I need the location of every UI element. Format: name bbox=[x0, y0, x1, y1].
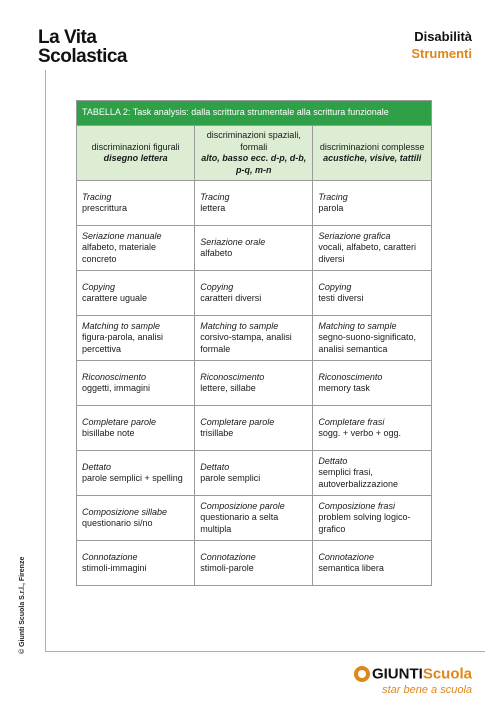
table-cell: Completare frasi sogg. + verbo + ogg. bbox=[313, 406, 432, 451]
table-cell: Matching to sample figura-parola, analisi percettiva bbox=[77, 316, 195, 361]
table-row bbox=[77, 361, 432, 406]
table-cell: Riconoscimento memory task bbox=[313, 361, 432, 406]
table-cell: Dettato parole semplici + spelling bbox=[77, 451, 195, 496]
table-cell: Seriazione orale alfabeto bbox=[195, 226, 313, 271]
table-cell: Matching to sample segno-suono-significato, analisi semantica bbox=[313, 316, 432, 361]
logo-text-scuola: Scuola bbox=[422, 665, 472, 683]
column-header: discriminazioni figurali disegno lettera bbox=[77, 126, 195, 181]
table-row bbox=[77, 451, 432, 496]
table-title: TABELLA 2: Task analysis: dalla scrittura strumentale alla scrittura funzionale bbox=[77, 101, 432, 126]
table-cell: Copying caratteri diversi bbox=[195, 271, 313, 316]
table-cell: Copying testi diversi bbox=[313, 271, 432, 316]
table-row bbox=[77, 316, 432, 361]
table-cell: Connotazione stimoli-parole bbox=[195, 541, 313, 586]
table-header-row bbox=[77, 126, 432, 181]
logo-mark-icon bbox=[354, 666, 370, 682]
table-row bbox=[77, 541, 432, 586]
table-cell: Matching to sample corsivo-stampa, analisi formale bbox=[195, 316, 313, 361]
table-cell: Tracing parola bbox=[313, 181, 432, 226]
table-body bbox=[77, 181, 432, 586]
brand-line2: Scolastica bbox=[38, 46, 127, 67]
table-cell: Connotazione semantica libera bbox=[313, 541, 432, 586]
table-row bbox=[77, 406, 432, 451]
logo-text-giunti: GIUNTI bbox=[371, 665, 423, 683]
table-row bbox=[77, 271, 432, 316]
table-cell: Completare parole bisillabe note bbox=[77, 406, 195, 451]
table-cell: Completare parole trisillabe bbox=[195, 406, 313, 451]
column-header: discriminazioni complesse acustiche, visive, tattili bbox=[313, 126, 432, 181]
copyright-vertical: © Giunti Scuola S.r.l., Firenze bbox=[19, 556, 26, 654]
table-cell: Dettato semplici frasi, autoverbalizzazione bbox=[313, 451, 432, 496]
table-cell: Riconoscimento oggetti, immagini bbox=[77, 361, 195, 406]
table-cell: Seriazione manuale alfabeto, materiale concreto bbox=[77, 226, 195, 271]
table-cell: Seriazione grafica vocali, alfabeto, caratteri diversi bbox=[313, 226, 432, 271]
table-cell: Tracing lettera bbox=[195, 181, 313, 226]
table-row bbox=[77, 181, 432, 226]
brand-line1: La Vita bbox=[38, 27, 97, 48]
table-cell: Composizione parole questionario a selta multipla bbox=[195, 496, 313, 541]
table-row bbox=[77, 226, 432, 271]
table-cell: Dettato parole semplici bbox=[195, 451, 313, 496]
table-row bbox=[77, 496, 432, 541]
brand-logo bbox=[38, 28, 127, 66]
logo-tagline: star bene a scuola bbox=[382, 684, 472, 696]
table-cell: Composizione frasi problem solving logico-grafico bbox=[313, 496, 432, 541]
giunti-scuola-logo bbox=[354, 665, 472, 696]
task-analysis-table bbox=[76, 100, 432, 586]
table-cell: Composizione sillabe questionario si/no bbox=[77, 496, 195, 541]
table-cell: Connotazione stimoli-immagini bbox=[77, 541, 195, 586]
subsection-title: Strumenti bbox=[411, 46, 472, 61]
table-cell: Riconoscimento lettere, sillabe bbox=[195, 361, 313, 406]
table-cell: Copying carattere uguale bbox=[77, 271, 195, 316]
section-header bbox=[411, 28, 472, 62]
column-header: discriminazioni spaziali, formali alto, basso ecc. d-p, d-b, p-q, m-n bbox=[195, 126, 313, 181]
section-title: Disabilità bbox=[414, 29, 472, 44]
table-cell: Tracing prescrittura bbox=[77, 181, 195, 226]
